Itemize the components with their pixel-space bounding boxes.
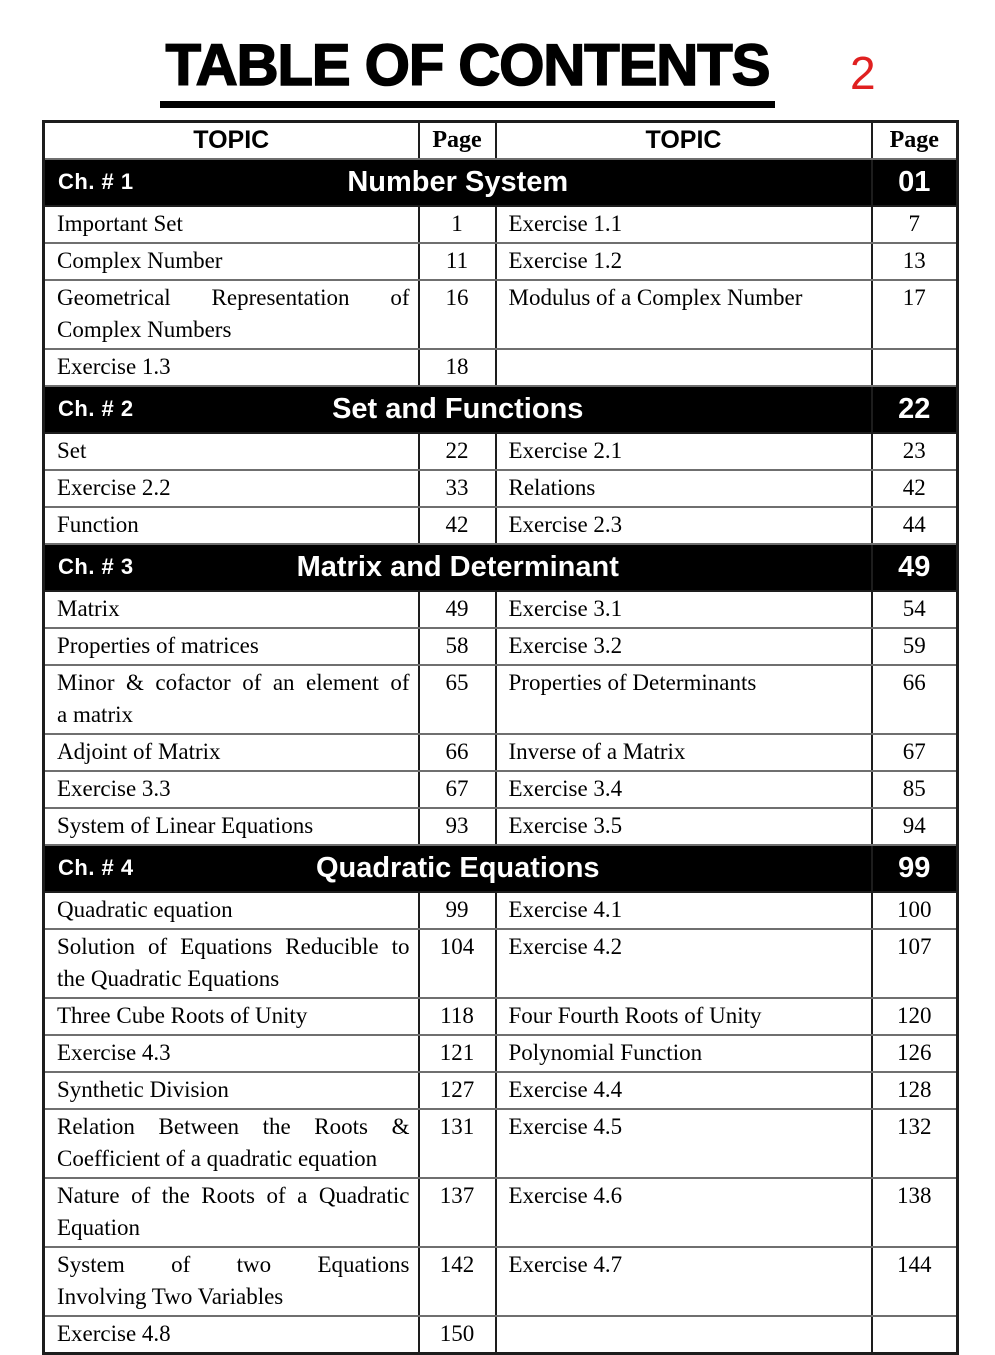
toc-row <box>44 808 958 845</box>
toc-row <box>44 206 958 243</box>
chapter-row-2 <box>44 386 958 433</box>
toc-topic: Inverse of a Matrix <box>496 734 872 771</box>
toc-topic: Exercise 3.3 <box>44 771 419 808</box>
toc-row <box>44 349 958 386</box>
toc-page: 99 <box>419 892 496 929</box>
toc-page: 59 <box>872 628 958 665</box>
toc-topic: Synthetic Division <box>44 1072 419 1109</box>
toc-topic: Exercise 4.6 <box>496 1178 872 1247</box>
toc-topic: Modulus of a Complex Number <box>496 280 872 349</box>
toc-page: 42 <box>419 507 496 544</box>
toc-row <box>44 243 958 280</box>
toc-page: 49 <box>419 591 496 628</box>
toc-page: 66 <box>872 665 958 734</box>
toc-topic: Important Set <box>44 206 419 243</box>
toc-page: 150 <box>419 1316 496 1354</box>
toc-topic: Exercise 4.7 <box>496 1247 872 1316</box>
chapter-title: Set and Functions <box>332 392 584 425</box>
toc-topic: Four Fourth Roots of Unity <box>496 998 872 1035</box>
toc-page: 94 <box>872 808 958 845</box>
toc-page: 11 <box>419 243 496 280</box>
toc-page: 22 <box>419 433 496 470</box>
page-title-text: TABLE OF CONTENTS <box>160 36 776 108</box>
page-header <box>0 0 995 120</box>
toc-page: 58 <box>419 628 496 665</box>
toc-topic: Exercise 2.2 <box>44 470 419 507</box>
chapter-row-3 <box>44 544 958 591</box>
toc-topic: Polynomial Function <box>496 1035 872 1072</box>
toc-topic: Quadratic equation <box>44 892 419 929</box>
toc-row <box>44 433 958 470</box>
toc-topic: Exercise 3.4 <box>496 771 872 808</box>
chapter-page: 99 <box>872 845 958 892</box>
chapter-band <box>44 544 872 591</box>
toc-row <box>44 628 958 665</box>
toc-header-row <box>44 122 958 159</box>
toc-page <box>872 349 958 386</box>
toc-page: 131 <box>419 1109 496 1178</box>
toc-page: 128 <box>872 1072 958 1109</box>
toc-page: 118 <box>419 998 496 1035</box>
toc-row <box>44 929 958 998</box>
toc-page: 93 <box>419 808 496 845</box>
chapter-row-4 <box>44 845 958 892</box>
toc-row <box>44 1316 958 1354</box>
toc-topic: Geometrical Representation of Complex Numbers <box>44 280 419 349</box>
toc-topic <box>496 1316 872 1354</box>
toc-row <box>44 1072 958 1109</box>
chapter-title: Quadratic Equations <box>315 851 600 884</box>
toc-topic: Exercise 3.1 <box>496 591 872 628</box>
toc-topic: Exercise 1.1 <box>496 206 872 243</box>
chapter-band <box>44 386 872 433</box>
toc-topic: Relations <box>496 470 872 507</box>
toc-topic: Minor & cofactor of an element of a matrix <box>44 665 419 734</box>
toc-topic: System of Linear Equations <box>44 808 419 845</box>
toc-topic: Exercise 1.2 <box>496 243 872 280</box>
toc-page: 127 <box>419 1072 496 1109</box>
chapter-title: Number System <box>347 165 569 198</box>
toc-topic: Function <box>44 507 419 544</box>
toc-page: 66 <box>419 734 496 771</box>
toc-row <box>44 470 958 507</box>
toc-page: 1 <box>419 206 496 243</box>
chapter-label: Ch. # 1 <box>58 169 134 194</box>
chapter-label: Ch. # 2 <box>58 396 134 421</box>
toc-row <box>44 1178 958 1247</box>
toc-page: 13 <box>872 243 958 280</box>
chapter-page: 22 <box>872 386 958 433</box>
toc-topic: Exercise 4.4 <box>496 1072 872 1109</box>
toc-page: 67 <box>872 734 958 771</box>
toc-page: 142 <box>419 1247 496 1316</box>
toc-row <box>44 998 958 1035</box>
toc-row <box>44 591 958 628</box>
toc-page: 23 <box>872 433 958 470</box>
toc-table <box>42 120 959 1355</box>
toc-topic: Matrix <box>44 591 419 628</box>
chapter-band <box>44 159 872 206</box>
toc-row <box>44 507 958 544</box>
page-column-header: Page <box>872 122 958 159</box>
toc-topic <box>496 349 872 386</box>
toc-topic: Set <box>44 433 419 470</box>
page-number: 2 <box>850 47 876 99</box>
chapter-page: 01 <box>872 159 958 206</box>
toc-page: 85 <box>872 771 958 808</box>
toc-topic: Exercise 3.2 <box>496 628 872 665</box>
toc-page: 18 <box>419 349 496 386</box>
toc-topic: Exercise 4.8 <box>44 1316 419 1354</box>
chapter-band <box>44 845 872 892</box>
toc-topic: Exercise 4.2 <box>496 929 872 998</box>
toc-page: 42 <box>872 470 958 507</box>
chapter-row-1 <box>44 159 958 206</box>
toc-topic: Three Cube Roots of Unity <box>44 998 419 1035</box>
toc-page: 120 <box>872 998 958 1035</box>
toc-row <box>44 734 958 771</box>
toc-row <box>44 1247 958 1316</box>
toc-page: 7 <box>872 206 958 243</box>
toc-page: 138 <box>872 1178 958 1247</box>
toc-topic: Relation Between the Roots & Coefficient of a quadratic equation <box>44 1109 419 1178</box>
toc-topic: Solution of Equations Reducible to the Quadratic Equations <box>44 929 419 998</box>
toc-page <box>872 1316 958 1354</box>
topic-column-header: TOPIC <box>44 122 419 159</box>
toc-page: 121 <box>419 1035 496 1072</box>
toc-page: 126 <box>872 1035 958 1072</box>
toc-topic: System of two Equations Involving Two Variables <box>44 1247 419 1316</box>
toc-topic: Exercise 1.3 <box>44 349 419 386</box>
toc-page: 17 <box>872 280 958 349</box>
toc-page: 100 <box>872 892 958 929</box>
toc-page: 137 <box>419 1178 496 1247</box>
toc-topic: Exercise 4.1 <box>496 892 872 929</box>
chapter-label: Ch. # 4 <box>58 855 134 880</box>
toc-topic: Nature of the Roots of a Quadratic Equation <box>44 1178 419 1247</box>
toc-row <box>44 280 958 349</box>
toc-page: 44 <box>872 507 958 544</box>
toc-page: 54 <box>872 591 958 628</box>
toc-topic: Adjoint of Matrix <box>44 734 419 771</box>
toc-topic: Exercise 2.1 <box>496 433 872 470</box>
toc-page: 144 <box>872 1247 958 1316</box>
topic-column-header: TOPIC <box>496 122 872 159</box>
page-column-header: Page <box>419 122 496 159</box>
toc-topic: Exercise 4.5 <box>496 1109 872 1178</box>
toc-topic: Properties of Determinants <box>496 665 872 734</box>
toc-page: 67 <box>419 771 496 808</box>
toc-topic: Exercise 2.3 <box>496 507 872 544</box>
toc-row <box>44 1109 958 1178</box>
page-title <box>0 33 935 108</box>
chapter-page: 49 <box>872 544 958 591</box>
toc-topic: Exercise 4.3 <box>44 1035 419 1072</box>
chapter-title: Matrix and Determinant <box>296 550 619 583</box>
toc-page: 104 <box>419 929 496 998</box>
toc-page: 65 <box>419 665 496 734</box>
toc-page: 33 <box>419 470 496 507</box>
toc-row <box>44 665 958 734</box>
toc-topic: Properties of matrices <box>44 628 419 665</box>
toc-page: 16 <box>419 280 496 349</box>
toc-page: 132 <box>872 1109 958 1178</box>
toc-topic: Exercise 3.5 <box>496 808 872 845</box>
toc-row <box>44 1035 958 1072</box>
toc-row <box>44 771 958 808</box>
toc-topic: Complex Number <box>44 243 419 280</box>
chapter-label: Ch. # 3 <box>58 554 134 579</box>
toc-row <box>44 892 958 929</box>
toc-page: 107 <box>872 929 958 998</box>
